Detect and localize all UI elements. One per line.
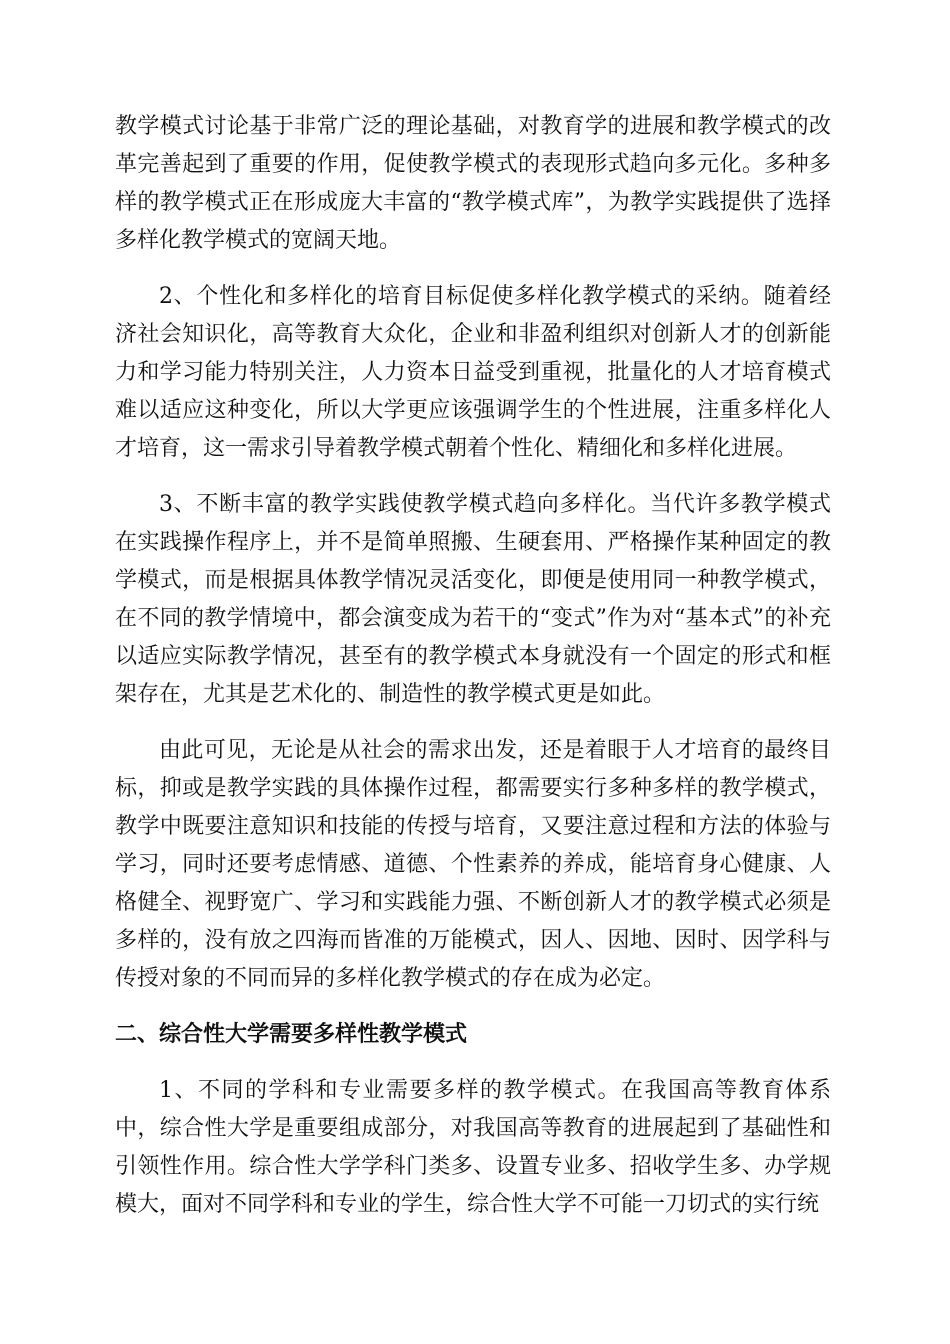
document-body	[115, 108, 831, 1242]
paragraph-section-point-1: 1、不同的学科和专业需要多样的教学模式。在我国高等教育体系中，综合性大学是重要组成部分，对我国高等教育的进展起到了基础性和引领性作用。综合性大学学科门类多、设置专业多、招收学生多、办学规模大，面对不同学科和专业的学生，综合性大学不可能一刀切式的实行统	[115, 1078, 831, 1217]
section-heading: 二、综合性大学需要多样性教学模式	[115, 1022, 468, 1047]
paragraph-conclusion: 由此可见，无论是从社会的需求出发，还是着眼于人才培育的最终目标，抑或是教学实践的具体操作过程，都需要实行多种多样的教学模式，教学中既要注意知识和技能的传授与培育，又要注意过程和方法的体验与学习，同时还要考虑情感、道德、个性素养的养成，能培育身心健康、人格健全、视野宽广、学习和实践能力强、不断创新人才的教学模式必须是多样的，没有放之四海而皆准的万能模式，因人、因地、因时、因学科与传授对象的不同而异的多样化教学模式的存在成为必定。	[115, 738, 831, 991]
paragraph-point-2: 2、个性化和多样化的培育目标促使多样化教学模式的采纳。随着经济社会知识化，高等教育大众化，企业和非盈利组织对创新人才的创新能力和学习能力特别关注，人力资本日益受到重视，批量化的人才培育模式难以适应这种变化，所以大学更应该强调学生的个性进展，注重多样化人才培育，这一需求引导着教学模式朝着个性化、精细化和多样化进展。	[115, 284, 831, 461]
paragraph-continuation: 教学模式讨论基于非常广泛的理论基础，对教育学的进展和教学模式的改革完善起到了重要的作用，促使教学模式的表现形式趋向多元化。多种多样的教学模式正在形成庞大丰富的“教学模式库”，为教学实践提供了选择多样化教学模式的宽阔天地。	[115, 114, 831, 253]
paragraph-point-3: 3、不断丰富的教学实践使教学模式趋向多样化。当代许多教学模式在实践操作程序上，并不是简单照搬、生硬套用、严格操作某种固定的教学模式，而是根据具体教学情况灵活变化，即便是使用同一种教学模式，在不同的教学情境中，都会演变成为若干的“变式”作为对“基本式”的补充以适应实际教学情况，甚至有的教学模式本身就没有一个固定的形式和框架存在，尤其是艺术化的、制造性的教学模式更是如此。	[115, 492, 831, 707]
